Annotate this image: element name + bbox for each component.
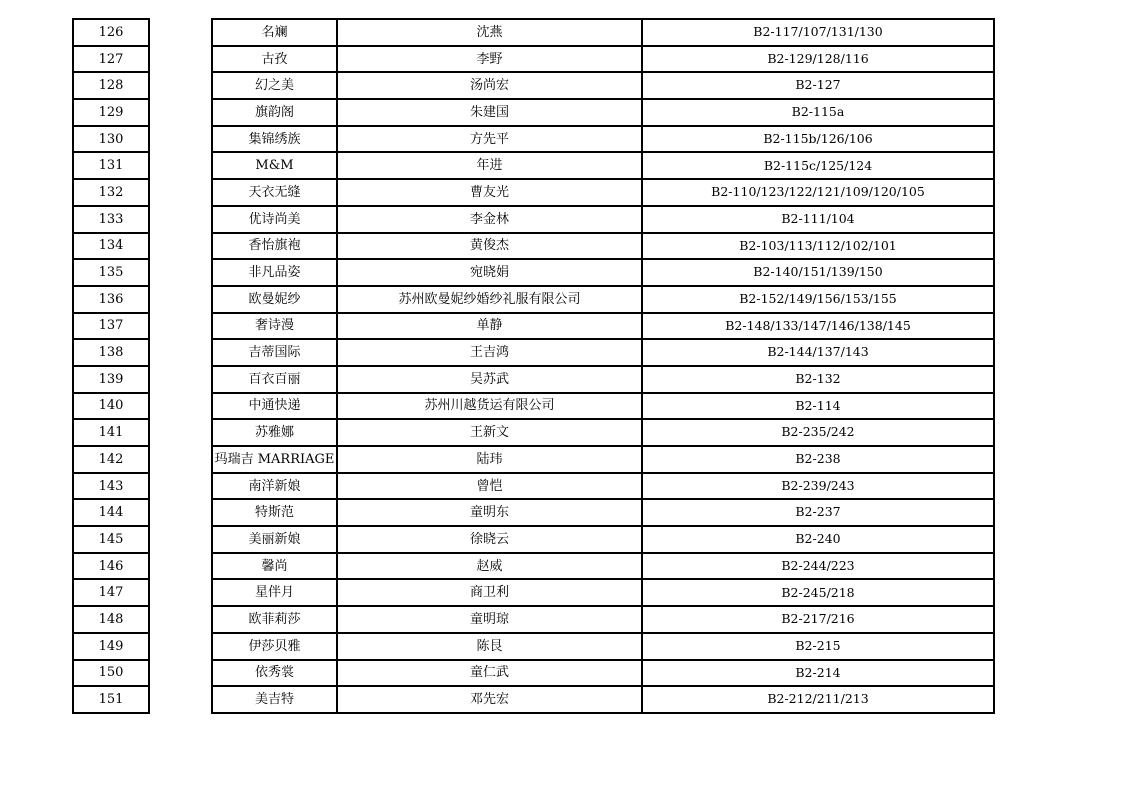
shop-name-cell: 奢诗漫 <box>212 313 337 340</box>
shop-name-cell: 名斓 <box>212 19 337 46</box>
owner-cell: 徐晓云 <box>337 526 642 553</box>
unit-cell: B2-103/113/112/102/101 <box>642 233 994 260</box>
shop-name-cell: 馨尚 <box>212 553 337 580</box>
owner-cell: 苏州川越货运有限公司 <box>337 393 642 420</box>
row-number-cell: 130 <box>73 126 149 153</box>
owner-cell: 李野 <box>337 46 642 73</box>
row-number-cell: 144 <box>73 499 149 526</box>
owner-cell: 朱建国 <box>337 99 642 126</box>
row-number-cell: 128 <box>73 72 149 99</box>
owner-cell: 黄俊杰 <box>337 233 642 260</box>
table-row <box>212 152 994 179</box>
table-row <box>212 526 994 553</box>
shop-name-cell: M&M <box>212 152 337 179</box>
shop-name-cell: 欧曼妮纱 <box>212 286 337 313</box>
shop-name-cell: 玛瑞吉 MARRIAGE <box>212 446 337 473</box>
shop-name-cell: 美丽新娘 <box>212 526 337 553</box>
row-number-row <box>73 419 149 446</box>
row-number-cell: 137 <box>73 313 149 340</box>
row-number-body <box>73 19 149 713</box>
row-number-cell: 151 <box>73 686 149 713</box>
row-number-row <box>73 366 149 393</box>
table-row <box>212 206 994 233</box>
table-row <box>212 606 994 633</box>
row-number-row <box>73 473 149 500</box>
owner-cell: 曹友光 <box>337 179 642 206</box>
row-number-row <box>73 179 149 206</box>
row-number-row <box>73 633 149 660</box>
row-number-cell: 142 <box>73 446 149 473</box>
row-number-row <box>73 606 149 633</box>
row-number-cell: 132 <box>73 179 149 206</box>
row-number-row <box>73 446 149 473</box>
row-number-row <box>73 126 149 153</box>
row-number-row <box>73 46 149 73</box>
table-row <box>212 339 994 366</box>
row-number-column <box>72 18 150 714</box>
shop-name-cell: 集锦绣族 <box>212 126 337 153</box>
owner-cell: 吴苏武 <box>337 366 642 393</box>
owner-cell: 商卫利 <box>337 579 642 606</box>
table-row <box>212 366 994 393</box>
unit-cell: B2-127 <box>642 72 994 99</box>
table-row <box>212 473 994 500</box>
shop-name-cell: 旗韵阁 <box>212 99 337 126</box>
shop-name-cell: 幻之美 <box>212 72 337 99</box>
owner-cell: 宛晓娟 <box>337 259 642 286</box>
row-number-row <box>73 233 149 260</box>
row-number-cell: 129 <box>73 99 149 126</box>
table-row <box>212 393 994 420</box>
table-row <box>212 126 994 153</box>
shop-name-cell: 优诗尚美 <box>212 206 337 233</box>
row-number-cell: 126 <box>73 19 149 46</box>
unit-cell: B2-114 <box>642 393 994 420</box>
shop-name-cell: 吉蒂国际 <box>212 339 337 366</box>
row-number-cell: 148 <box>73 606 149 633</box>
owner-cell: 年进 <box>337 152 642 179</box>
table-row <box>212 259 994 286</box>
owner-cell: 童仁武 <box>337 660 642 687</box>
row-number-cell: 138 <box>73 339 149 366</box>
owner-cell: 单静 <box>337 313 642 340</box>
owner-cell: 王新文 <box>337 419 642 446</box>
owner-cell: 沈燕 <box>337 19 642 46</box>
table-row <box>212 660 994 687</box>
row-number-row <box>73 286 149 313</box>
unit-cell: B2-215 <box>642 633 994 660</box>
shop-name-cell: 中通快递 <box>212 393 337 420</box>
unit-cell: B2-140/151/139/150 <box>642 259 994 286</box>
owner-cell: 陆玮 <box>337 446 642 473</box>
row-number-cell: 147 <box>73 579 149 606</box>
unit-cell: B2-115b/126/106 <box>642 126 994 153</box>
unit-cell: B2-117/107/131/130 <box>642 19 994 46</box>
shop-name-cell: 百衣百丽 <box>212 366 337 393</box>
shop-name-cell: 南洋新娘 <box>212 473 337 500</box>
row-number-row <box>73 313 149 340</box>
unit-cell: B2-245/218 <box>642 579 994 606</box>
row-number-cell: 135 <box>73 259 149 286</box>
table-row <box>212 313 994 340</box>
owner-cell: 童明琼 <box>337 606 642 633</box>
unit-cell: B2-237 <box>642 499 994 526</box>
shop-name-cell: 特斯范 <box>212 499 337 526</box>
tenant-table <box>211 18 995 714</box>
shop-name-cell: 香怡旗袍 <box>212 233 337 260</box>
table-row <box>212 633 994 660</box>
unit-cell: B2-110/123/122/121/109/120/105 <box>642 179 994 206</box>
row-number-row <box>73 553 149 580</box>
table-row <box>212 499 994 526</box>
table-row <box>212 446 994 473</box>
unit-cell: B2-144/137/143 <box>642 339 994 366</box>
table-row <box>212 46 994 73</box>
row-number-row <box>73 99 149 126</box>
unit-cell: B2-115a <box>642 99 994 126</box>
table-row <box>212 72 994 99</box>
table-row <box>212 579 994 606</box>
row-number-row <box>73 393 149 420</box>
owner-cell: 曾恺 <box>337 473 642 500</box>
owner-cell: 邓先宏 <box>337 686 642 713</box>
row-number-row <box>73 660 149 687</box>
tenant-table-body <box>212 19 994 713</box>
row-number-row <box>73 72 149 99</box>
shop-name-cell: 苏雅娜 <box>212 419 337 446</box>
table-row <box>212 686 994 713</box>
unit-cell: B2-148/133/147/146/138/145 <box>642 313 994 340</box>
owner-cell: 陈艮 <box>337 633 642 660</box>
table-row <box>212 19 994 46</box>
table-row <box>212 179 994 206</box>
row-number-cell: 131 <box>73 152 149 179</box>
shop-name-cell: 依秀裳 <box>212 660 337 687</box>
row-number-row <box>73 686 149 713</box>
owner-cell: 李金林 <box>337 206 642 233</box>
table-row <box>212 419 994 446</box>
table-row <box>212 553 994 580</box>
unit-cell: B2-240 <box>642 526 994 553</box>
row-number-row <box>73 339 149 366</box>
table-row <box>212 233 994 260</box>
row-number-row <box>73 19 149 46</box>
unit-cell: B2-217/216 <box>642 606 994 633</box>
owner-cell: 方先平 <box>337 126 642 153</box>
unit-cell: B2-235/242 <box>642 419 994 446</box>
shop-name-cell: 古孜 <box>212 46 337 73</box>
unit-cell: B2-111/104 <box>642 206 994 233</box>
row-number-cell: 136 <box>73 286 149 313</box>
unit-cell: B2-238 <box>642 446 994 473</box>
unit-cell: B2-244/223 <box>642 553 994 580</box>
owner-cell: 童明东 <box>337 499 642 526</box>
unit-cell: B2-129/128/116 <box>642 46 994 73</box>
shop-name-cell: 非凡品姿 <box>212 259 337 286</box>
shop-name-cell: 欧菲莉莎 <box>212 606 337 633</box>
row-number-row <box>73 499 149 526</box>
unit-cell: B2-239/243 <box>642 473 994 500</box>
unit-cell: B2-152/149/156/153/155 <box>642 286 994 313</box>
row-number-row <box>73 152 149 179</box>
shop-name-cell: 星伴月 <box>212 579 337 606</box>
unit-cell: B2-115c/125/124 <box>642 152 994 179</box>
shop-name-cell: 美吉特 <box>212 686 337 713</box>
table-row <box>212 286 994 313</box>
row-number-cell: 143 <box>73 473 149 500</box>
row-number-cell: 150 <box>73 660 149 687</box>
owner-cell: 王吉鸿 <box>337 339 642 366</box>
row-number-cell: 149 <box>73 633 149 660</box>
shop-name-cell: 伊莎贝雅 <box>212 633 337 660</box>
row-number-cell: 134 <box>73 233 149 260</box>
row-number-row <box>73 579 149 606</box>
row-number-cell: 145 <box>73 526 149 553</box>
owner-cell: 赵威 <box>337 553 642 580</box>
unit-cell: B2-212/211/213 <box>642 686 994 713</box>
row-number-cell: 146 <box>73 553 149 580</box>
owner-cell: 汤尚宏 <box>337 72 642 99</box>
shop-name-cell: 天衣无缝 <box>212 179 337 206</box>
table-row <box>212 99 994 126</box>
owner-cell: 苏州欧曼妮纱婚纱礼服有限公司 <box>337 286 642 313</box>
row-number-cell: 127 <box>73 46 149 73</box>
row-number-row <box>73 259 149 286</box>
row-number-cell: 140 <box>73 393 149 420</box>
row-number-cell: 141 <box>73 419 149 446</box>
row-number-cell: 133 <box>73 206 149 233</box>
unit-cell: B2-214 <box>642 660 994 687</box>
row-number-row <box>73 206 149 233</box>
row-number-row <box>73 526 149 553</box>
row-number-cell: 139 <box>73 366 149 393</box>
unit-cell: B2-132 <box>642 366 994 393</box>
